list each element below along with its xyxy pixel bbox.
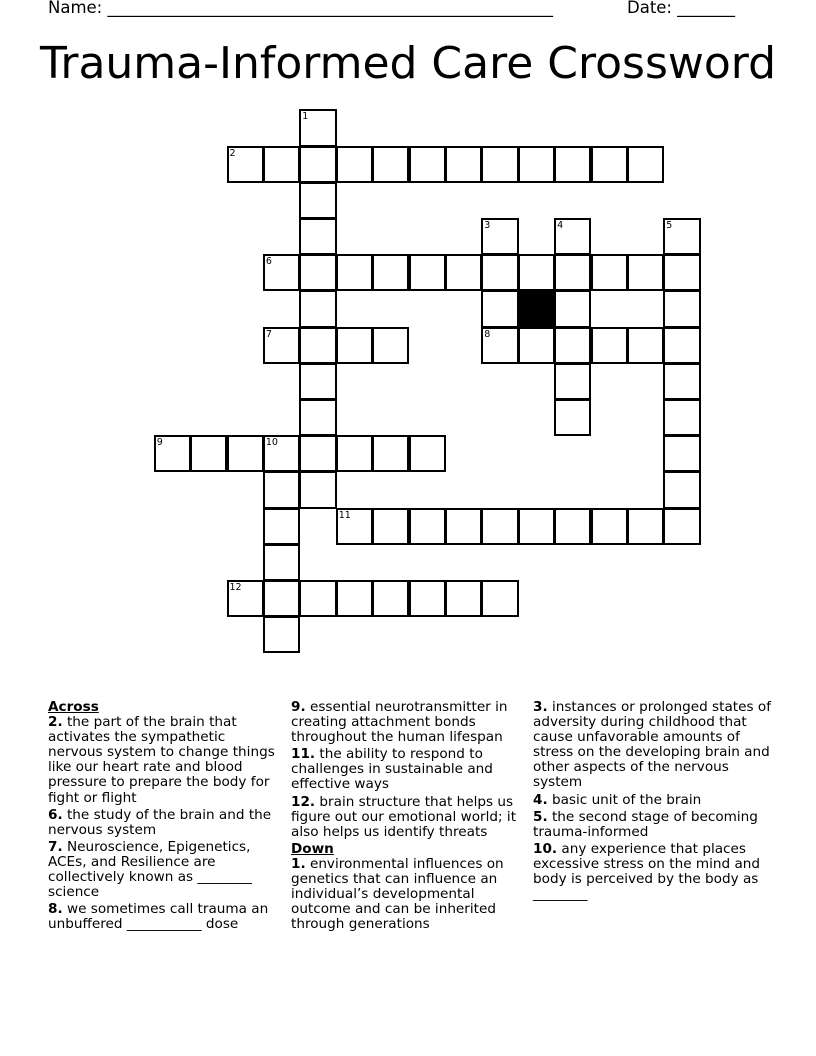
grid-cell[interactable] [627,146,664,183]
clues-column-1 [48,700,280,934]
clues-column-3 [533,700,773,904]
clue-text: the part of the brain that activates the sympathetic nervous system to change things like our heart rate and blood pressure to prepare the body for fight or flight [48,714,275,806]
clue-number: 6. [48,806,63,823]
cell-number: 12 [229,582,242,593]
cell-number: 1 [302,111,309,123]
grid-cell[interactable] [554,508,591,545]
clue-text: brain structure that helps us figure out our emotional world; it also helps us identify threats [291,793,517,840]
clue-text: basic unit of the brain [551,791,702,808]
cell-number: 6 [265,256,272,268]
grid-cell[interactable] [372,435,409,472]
grid-cell[interactable] [336,254,373,291]
clue-down-1 [291,857,523,932]
grid-cell[interactable] [591,327,628,364]
grid-cell[interactable] [663,435,700,472]
clue-number: 10. [533,840,558,857]
clue-text: instances or prolonged states of adversity during childhood that cause unfavorable amounts of stress on the developing brain and other aspects of the nervous system [533,699,771,791]
clue-text: the ability to respond to challenges in sustainable and effective ways [291,746,493,793]
grid-cell[interactable] [554,363,591,400]
grid-cell[interactable] [263,435,300,472]
grid-cell[interactable] [263,327,300,364]
clue-number: 11. [291,746,316,763]
clue-text: we sometimes call trauma an unbuffered ___________ dose [48,901,269,933]
grid-cell[interactable] [663,399,700,436]
grid-cell[interactable] [227,146,264,183]
cell-number: 10 [265,437,278,449]
grid-cell[interactable] [518,508,555,545]
grid-cell[interactable] [591,254,628,291]
black-cell [518,290,555,327]
grid-cell[interactable] [481,580,518,617]
clue-text: the second stage of becoming trauma-informed [533,808,758,840]
grid-cell[interactable] [227,580,264,617]
grid-cell[interactable] [409,435,446,472]
grid-cell[interactable] [263,616,300,653]
grid-cell[interactable] [518,146,555,183]
grid-cell[interactable] [299,254,336,291]
clue-text: the study of the brain and the nervous system [48,806,272,838]
grid-cell[interactable] [445,508,482,545]
clue-number: 5. [533,808,548,825]
clue-down-5 [533,810,773,840]
grid-cell[interactable] [554,146,591,183]
page-title: Trauma-Informed Care Crossword [39,38,777,89]
grid-cell[interactable] [663,218,700,255]
clue-across-7 [48,840,280,900]
grid-cell[interactable] [372,146,409,183]
grid-cell[interactable] [481,254,518,291]
grid-cell[interactable] [299,182,336,219]
grid-cell[interactable] [154,435,191,472]
cell-number: 2 [229,147,236,159]
cell-number: 5 [666,220,673,231]
grid-cell[interactable] [190,435,227,472]
grid-cell[interactable] [554,290,591,327]
grid-cell[interactable] [445,580,482,617]
grid-cell[interactable] [481,290,518,327]
grid-cell[interactable] [299,290,336,327]
clue-number: 8. [48,901,63,918]
grid-cell[interactable] [372,508,409,545]
grid-cell[interactable] [299,471,336,508]
clues-column-2 [291,700,523,934]
grid-cell[interactable] [554,218,591,255]
grid-cell[interactable] [336,146,373,183]
grid-cell[interactable] [445,146,482,183]
clue-down-10 [533,842,773,902]
clue-number: 9. [291,699,306,715]
grid-cell[interactable] [663,254,700,291]
clue-number: 7. [48,838,63,855]
grid-cell[interactable] [481,218,518,255]
date-field[interactable]: Date: _______ [627,0,735,17]
grid-cell[interactable] [663,471,700,508]
grid-cell[interactable] [336,327,373,364]
cell-number: 7 [265,328,272,340]
grid-cell[interactable] [554,327,591,364]
grid-cell[interactable] [663,327,700,364]
clue-number: 3. [533,699,548,715]
clue-across-12 [291,795,523,840]
grid-cell[interactable] [409,254,446,291]
clue-number: 12. [291,793,316,810]
name-field[interactable]: Name: ______________________________________________________ [48,0,553,17]
grid-cell[interactable] [299,580,336,617]
grid-cell[interactable] [372,254,409,291]
grid-cell[interactable] [518,254,555,291]
grid-cell[interactable] [263,146,300,183]
grid-cell[interactable] [554,399,591,436]
grid-cell[interactable] [372,327,409,364]
across-heading: Across [48,699,99,715]
grid-cell[interactable] [263,471,300,508]
clue-number: 2. [48,714,63,731]
grid-cell[interactable] [263,508,300,545]
grid-cell[interactable] [663,290,700,327]
clue-across-9 [291,700,523,745]
grid-cell[interactable] [481,327,518,364]
clue-across-6 [48,808,280,838]
grid-cell[interactable] [627,327,664,364]
grid-cell[interactable] [663,363,700,400]
grid-cell[interactable] [518,327,555,364]
grid-cell[interactable] [299,146,336,183]
cell-number: 11 [338,509,351,521]
grid-cell[interactable] [336,508,373,545]
cell-number: 8 [484,328,491,340]
grid-cell[interactable] [591,146,628,183]
clue-text: Neuroscience, Epigenetics, ACEs, and Resilience are collectively known as ________ science [48,838,252,901]
grid-cell[interactable] [663,508,700,545]
clue-number: 4. [533,791,548,808]
grid-cell[interactable] [409,146,446,183]
grid-cell[interactable] [481,508,518,545]
grid-cell[interactable] [299,399,336,436]
clue-across-11 [291,747,523,792]
grid-cell[interactable] [263,580,300,617]
grid-cell[interactable] [299,327,336,364]
clue-text: environmental influences on genetics that can influence an individual’s developmental outcome and can be inherited through generations [291,855,504,933]
clue-down-3 [533,700,773,791]
grid-cell[interactable] [481,146,518,183]
clue-text: essential neurotransmitter in creating attachment bonds throughout the human lifespan [291,699,508,746]
grid-cell[interactable] [336,580,373,617]
clue-down-4 [533,793,773,808]
clue-across-2 [48,715,280,806]
grid-cell[interactable] [627,254,664,291]
cell-number: 4 [557,220,564,231]
grid-cell[interactable] [372,580,409,617]
cell-number: 9 [156,437,163,449]
grid-cell[interactable] [336,435,373,472]
grid-cell[interactable] [627,508,664,545]
grid-cell[interactable] [227,435,264,472]
grid-cell[interactable] [299,435,336,472]
grid-cell[interactable] [263,254,300,291]
grid-cell[interactable] [299,363,336,400]
grid-cell[interactable] [299,109,336,146]
grid-cell[interactable] [409,580,446,617]
grid-cell[interactable] [554,254,591,291]
grid-cell[interactable] [263,544,300,581]
down-heading: Down [291,840,334,857]
clue-across-8 [48,902,280,932]
grid-cell[interactable] [409,508,446,545]
clue-text: any experience that places excessive stress on the mind and body is perceived by the body as ________ [533,840,761,903]
grid-cell[interactable] [591,508,628,545]
cell-number: 3 [484,220,491,231]
clue-number: 1. [291,855,306,872]
grid-cell[interactable] [445,254,482,291]
grid-cell[interactable] [299,218,336,255]
header [48,0,740,21]
